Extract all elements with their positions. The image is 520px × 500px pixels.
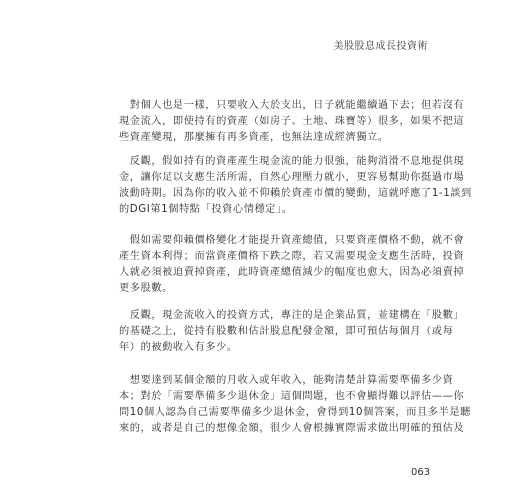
page-number: 063 [411, 467, 431, 478]
text-line: 假如需要仰賴價格變化才能提升資產總值，只要資產價格不動，就不會 [119, 235, 465, 246]
paragraph [119, 233, 464, 297]
text-line: 年）的被動收入有多少。 [119, 342, 238, 353]
text-line: 些資產變現，那麼擁有再多資產，也無法達成經濟獨立。 [119, 132, 389, 143]
text-line: 本；對於「需要準備多少退休金」這個問題，也不會顯得難以評估——你 [119, 391, 465, 402]
text-line: 人就必須被迫賣掉資產，此時資產總值減少的幅度也愈大，因為必須賣掉 [119, 267, 465, 278]
text-line: 想要達到某個金額的月收入或年收入，能夠清楚計算需要準備多少資 [119, 375, 454, 386]
text-line: 問10個人認為自己需要準備多少退休金，會得到10個答案，而且多半是聽 [119, 407, 471, 418]
text-line: 產生資本利得；而當資產價格下跌之際，若又需要現金支應生活時，投資 [119, 251, 465, 262]
paragraph [119, 154, 472, 218]
text-line: 反觀，假如持有的資產產生現金流的能力很強，能夠消滑不息地提供現 [119, 156, 465, 167]
running-header: 美股股息成長投資術 [333, 41, 428, 52]
paragraph [119, 373, 471, 437]
text-line: 反觀，現金流收入的投資方式，專注的是企業品質，並建構在「股數」 [119, 310, 465, 321]
text-line: 現金流入，即使持有的資產（如房子、土地、珠寶等）很多，如果不把這 [119, 116, 465, 127]
text-line: 對個人也是一樣，只要收入大於支出，日子就能繼續過下去；但若沒有 [119, 100, 465, 111]
text-line: 的基礎之上，從持有股數和估計股息配發金額，即可預估每個月（或每 [119, 326, 454, 337]
text-line: 來的，或者是自己的想像金額，很少人會根據實際需求做出明確的預估及 [119, 423, 465, 434]
paragraph [119, 308, 464, 356]
text-line: 的DGI第1個特點「投資心情穩定」。 [119, 204, 293, 215]
text-line: 波動時期。因為你的收入並不仰賴於資產市價的變動，這就呼應了1-1談到 [119, 188, 472, 199]
text-line: 金，讓你足以支應生活所需，自然心理壓力就小，更容易幫助你挺過市場 [119, 172, 465, 183]
text-line: 更多股數。 [119, 283, 173, 294]
paragraph [119, 98, 464, 146]
